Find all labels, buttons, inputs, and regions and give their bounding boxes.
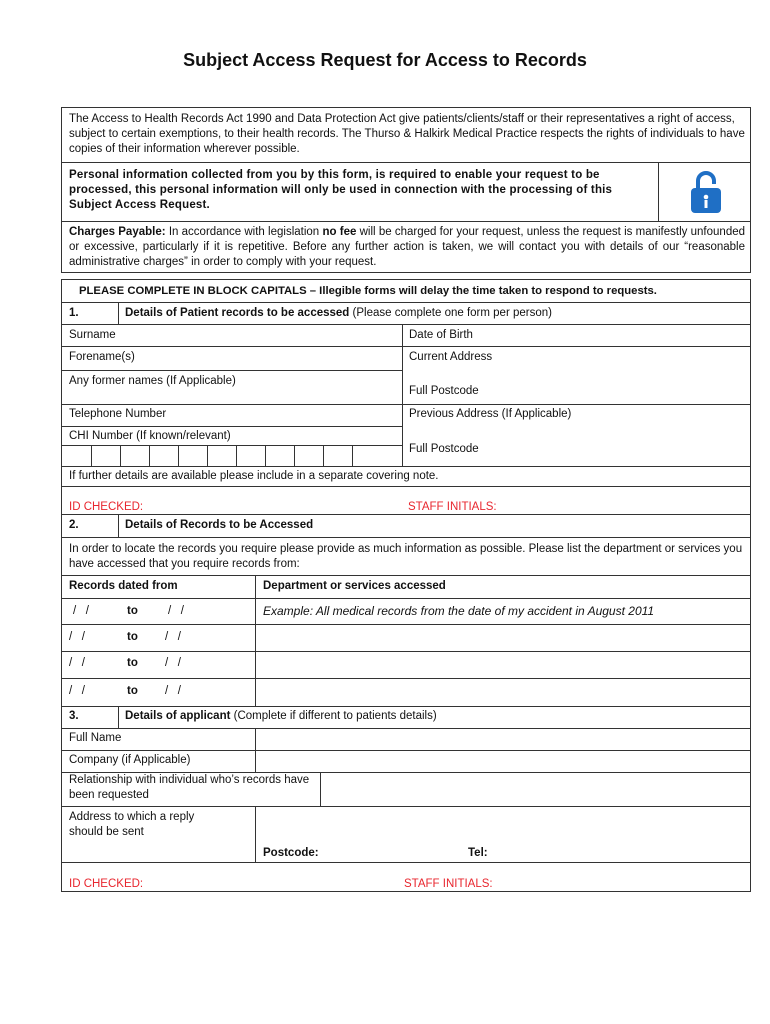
telephone-field[interactable]: Telephone Number [69, 408, 167, 420]
charges-box [61, 221, 751, 273]
staff-initials-1: STAFF INITIALS: [408, 501, 497, 513]
department-field-3[interactable] [263, 653, 743, 675]
dob-field[interactable]: Date of Birth [409, 329, 473, 341]
date-from-4[interactable]: / / [69, 685, 85, 697]
section1-number: 1. [69, 307, 79, 319]
personal-info-box [61, 162, 751, 222]
former-names-field[interactable]: Any former names (If Applicable) [69, 375, 236, 387]
full-postcode-field-1[interactable]: Full Postcode [409, 385, 479, 397]
page-title: Subject Access Request for Access to Records [183, 50, 587, 70]
section1-title: Details of Patient records to be accessed (Please complete one form per person) [125, 307, 552, 319]
col-department: Department or services accessed [263, 580, 446, 592]
intro-text: The Access to Health Records Act 1990 and Data Protection Act give patients/clients/staff or their representatives a right of access, subject to certain exemptions, to their health records. The Thurso & Halkirk Medical Practice respects the rights of individuals to have copies of their information wherever possible. [69, 113, 745, 155]
company-label: Company (if Applicable) [69, 754, 191, 766]
full-name-label: Full Name [69, 732, 122, 744]
to-label-4: to [127, 685, 138, 697]
id-checked-2: ID CHECKED: [69, 878, 144, 890]
current-address-field[interactable]: Current Address [409, 351, 493, 363]
intro-box [61, 107, 751, 163]
chi-number-label: CHI Number (If known/relevant) [69, 430, 231, 442]
previous-address-field[interactable]: Previous Address (If Applicable) [409, 408, 572, 420]
date-from-2[interactable]: / / [69, 631, 85, 643]
id-checked-1: ID CHECKED: [69, 501, 144, 513]
surname-field[interactable]: Surname [69, 329, 116, 341]
postcode-label: Postcode: [263, 847, 319, 859]
to-label-1: to [127, 605, 138, 617]
unlocked-padlock-icon [689, 169, 723, 215]
date-to-3[interactable]: / / [165, 657, 181, 669]
relationship-label: Relationship with individual who’s records have been requested [69, 774, 310, 801]
col-records-dated: Records dated from [69, 580, 178, 592]
date-to-2[interactable]: / / [165, 631, 181, 643]
block-capitals-notice: PLEASE COMPLETE IN BLOCK CAPITALS – Illegible forms will delay the time taken to respond to requests. [79, 285, 657, 297]
tel-label: Tel: [468, 847, 488, 859]
to-label-2: to [127, 631, 138, 643]
section2-instructions: In order to locate the records you require please provide as much information as possible. Please list the department or services you have accessed that you require records from: [69, 543, 743, 570]
department-field-4[interactable] [263, 680, 743, 702]
section2-title: Details of Records to be Accessed [125, 519, 314, 531]
forenames-field[interactable]: Forename(s) [69, 351, 135, 363]
staff-initials-2: STAFF INITIALS: [404, 878, 493, 890]
date-from-1[interactable]: / / [73, 605, 89, 617]
further-details-note: If further details are available please include in a separate covering note. [69, 470, 439, 482]
example-entry: Example: All medical records from the date of my accident in August 2011 [263, 604, 655, 618]
charges-text: Charges Payable: In accordance with legislation no fee will be charged for your request, unless the request is manifestly unfounded or excessive, particularly if it is repetitive. Before any further action is taken, we will contact you with details of our “reasonable administrative charges” in order to comply with your request. [69, 226, 746, 268]
to-label-3: to [127, 657, 138, 669]
date-to-4[interactable]: / / [165, 685, 181, 697]
personal-info-text: Personal information collected from you by this form, is required to enable your request to be processed, this personal information will only be used in connection with the processing of this Subject Access Request. [69, 169, 613, 211]
full-postcode-field-2[interactable]: Full Postcode [409, 443, 479, 455]
date-from-3[interactable]: / / [69, 657, 85, 669]
section2-number: 2. [69, 519, 79, 531]
main-form [61, 279, 751, 892]
date-to-1[interactable]: / / [168, 605, 184, 617]
department-field-2[interactable] [263, 626, 743, 648]
chi-digit-boxes[interactable] [62, 445, 402, 466]
section3-title: Details of applicant (Complete if different to patients details) [125, 710, 437, 722]
section3-number: 3. [69, 710, 79, 722]
reply-address-label: Address to which a reply should be sent [69, 811, 195, 838]
